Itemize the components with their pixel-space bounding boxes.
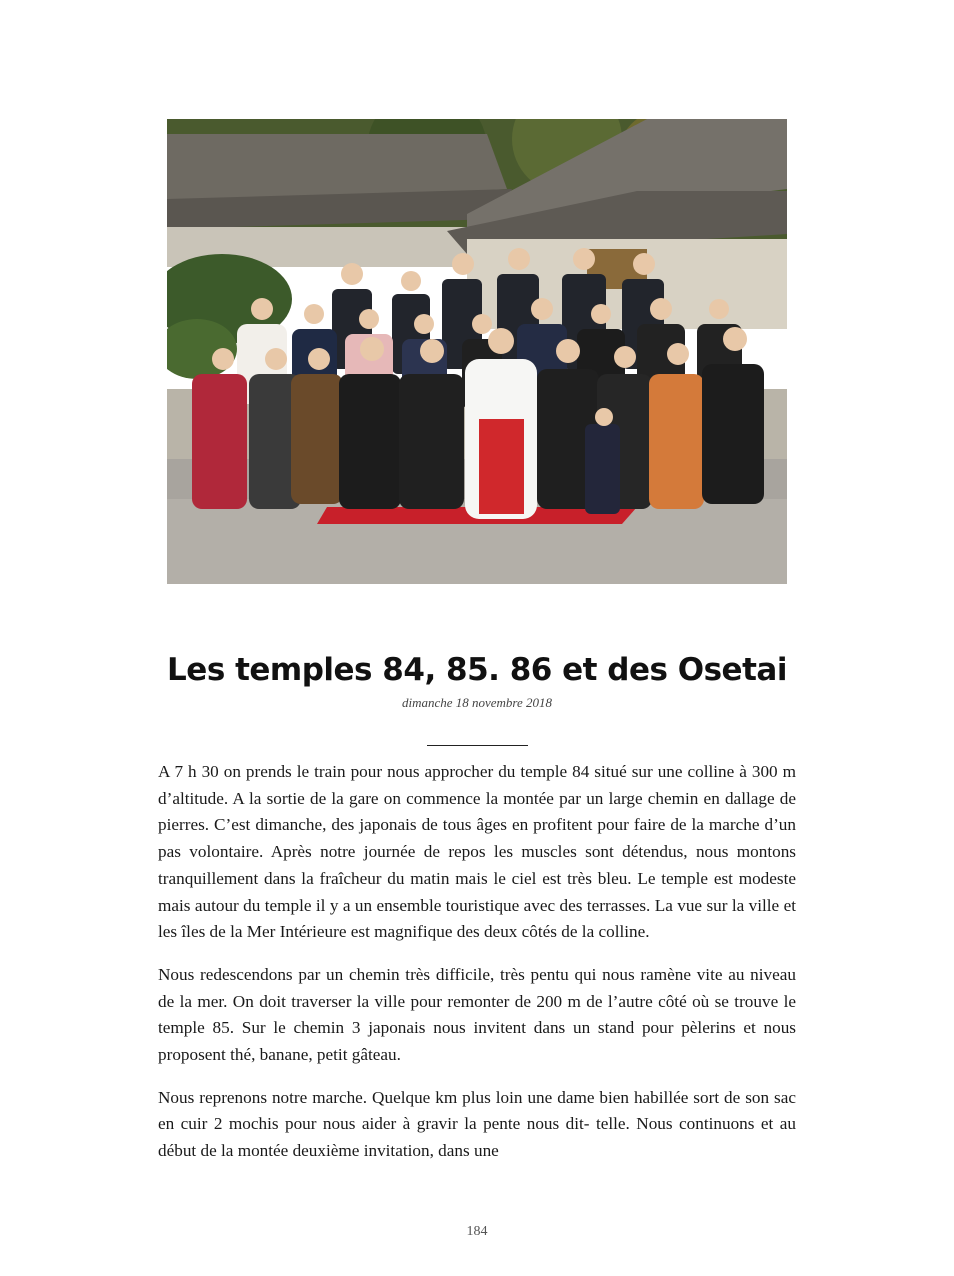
article-date: dimanche 18 novembre 2018 <box>401 695 553 710</box>
wedding-group-photo <box>167 119 787 584</box>
paragraph: Nous redescendons par un chemin très difficile, très pentu qui nous ramène vite au niveau de la mer. On doit traverser la ville pour remonter de 200 m de l’autre côté où se trouve le temple 85. Sur le chemin 3 japonais nous invitent dans un stand pour pèlerins et nous proposent thé, banane, petit gâteau. <box>158 964 796 1065</box>
paragraph: A 7 h 30 on prends le train pour nous approcher du temple 84 situé sur une colline à 300 m d’altitude. A la sortie de la gare on commence la montée par un large chemin en dallage de pierres. C’est dimanche, des japonais de tous âges en profitent pour faire de la marche d’un pas volontaire. Après notre journée de repos les muscles sont détendus, nous montons tranquillement dans la fraîcheur du matin mais le ciel est très bleu. Le temple est modeste mais autour du temple il y a un ensemble touristique avec des terrasses. La vue sur la ville et les îles de la Mer Intérieure est magnifique des deux côtés de la colline. <box>158 762 796 942</box>
article-title: Les temples 84, 85. 86 et des Osetai <box>167 652 787 688</box>
article-body <box>158 759 796 1181</box>
title-divider <box>427 745 528 746</box>
paragraph: Nous reprenons notre marche. Quelque km plus loin une dame bien habillée sort de son sac en cuir 2 mochis pour nous aider à gravir la pente nous dit- telle. Nous continuons et au début de la montée deuxième invitation, dans une <box>158 1087 796 1161</box>
photo-illustration <box>167 119 787 584</box>
page-number: 184 <box>466 1224 488 1239</box>
